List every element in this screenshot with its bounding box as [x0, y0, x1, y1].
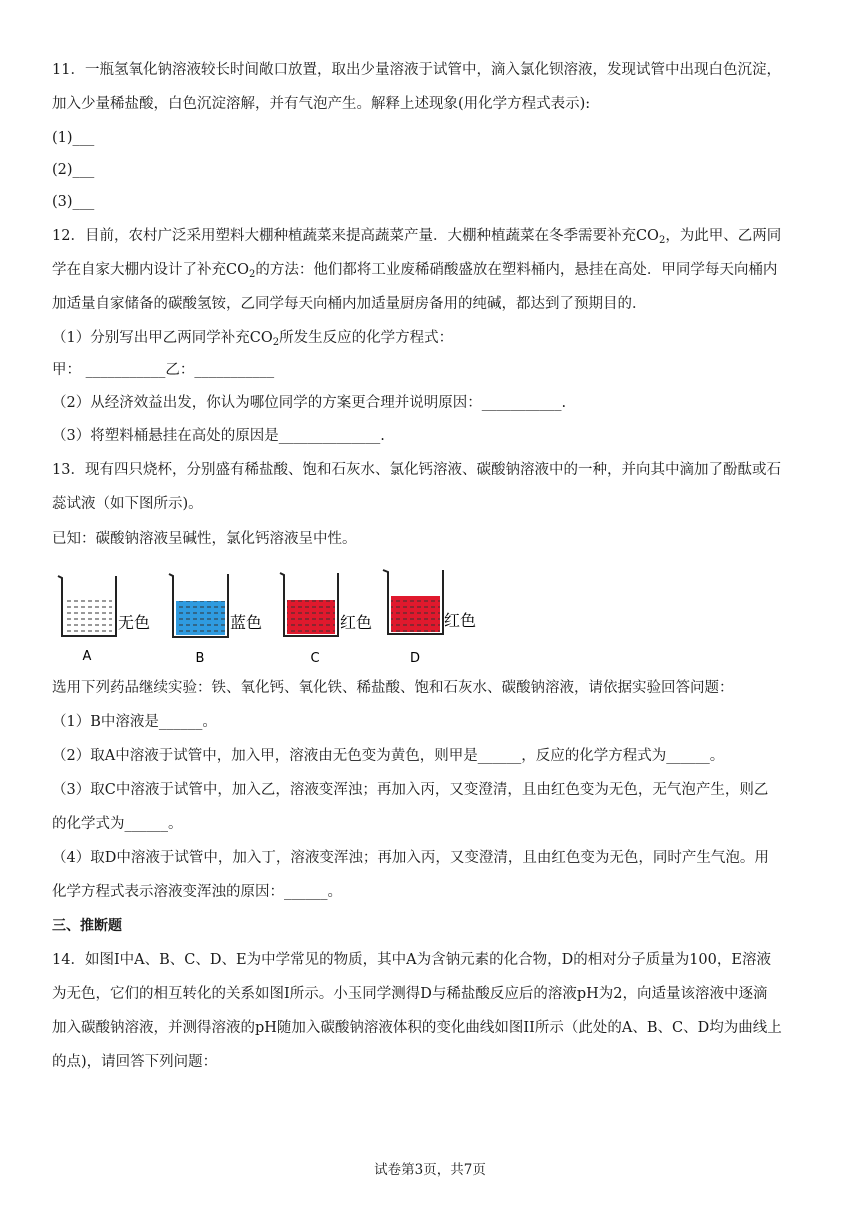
q14-line3: 加入碳酸钠溶液，并测得溶液的pH随加入碳酸钠溶液体积的变化曲线如图II所示（此处的A、B、C、D均为曲线上	[52, 1020, 782, 1036]
q11-answer-2: (2)___	[52, 162, 95, 178]
beaker-b-label: 蓝色	[230, 613, 263, 632]
beaker-figure	[52, 568, 522, 668]
q13-line1: 13．现有四只烧杯，分别盛有稀盐酸、饱和石灰水、氯化钙溶液、碳酸钠溶液中的一种，并向其中滴加了酚酞或石	[52, 462, 781, 478]
q13-part4-line2: 化学方程式表示溶液变浑浊的原因：______。	[52, 884, 342, 900]
beaker-d-letter: D	[409, 651, 421, 666]
q13-part3-line1: （3）取C中溶液于试管中，加入乙，溶液变浑浊；再加入丙，又变澄清，且由红色变为无色，无气泡产生，则乙	[52, 782, 769, 798]
q12-part3: （3）将塑料桶悬挂在高处的原因是______________.	[52, 428, 385, 444]
q12-line3: 加适量自家储备的碳酸氢铵，乙同学每天向桶内加适量厨房备用的纯碱，都达到了预期目的．	[52, 296, 647, 312]
q13-line2: 蕊试液（如下图所示)。	[52, 496, 203, 512]
q12-part2: （2）从经济效益出发，你认为哪位同学的方案更合理并说明原因：___________.	[52, 395, 567, 411]
q11-answer-3: (3)___	[52, 194, 95, 210]
page-footer: 试卷第3页，共7页	[374, 1162, 486, 1178]
beaker-a	[58, 576, 150, 664]
q12-line2: 学在自家大棚内设计了补充$CO_2$的方法：他们都将工业废稀硝酸盛放在塑料桶内，悬挂在高处．甲同学每天向桶内	[52, 262, 778, 280]
q11-line1: 11．一瓶氢氧化钠溶液较长时间敞口放置，取出少量溶液于试管中，滴入氯化钡溶液，发现试管中出现白色沉淀，	[52, 62, 781, 78]
q11-answer-1: (1)___	[52, 130, 95, 146]
beaker-a-letter: A	[82, 649, 92, 664]
q12-part1-answers: 甲： ___________乙：___________	[52, 362, 275, 378]
beaker-d-label: 红色	[444, 611, 477, 630]
section-heading: 三、推断题	[52, 918, 122, 934]
beaker-c-label: 红色	[340, 613, 373, 632]
q11-line2: 加入少量稀盐酸，白色沉淀溶解，并有气泡产生。解释上述现象(用化学方程式表示):	[52, 96, 591, 112]
beaker-b-letter: B	[195, 651, 205, 666]
beaker-a-label: 无色	[118, 613, 151, 632]
q13-select: 选用下列药品继续实验：铁、氧化钙、氧化铁、稀盐酸、饱和石灰水、碳酸钠溶液，请依据实验回答问题：	[52, 680, 734, 696]
q12-part1: （1）分别写出甲乙两同学补充$CO_2$所发生反应的化学方程式：	[52, 330, 454, 348]
beaker-c-letter: C	[310, 651, 320, 666]
q14-line4: 的点)，请回答下列问题：	[52, 1054, 218, 1070]
q14-line1: 14．如图I中A、B、C、D、E为中学常见的物质，其中A为含钠元素的化合物，D的相对分子质量为100，E溶液	[52, 952, 771, 968]
q13-part3-line2: 的化学式为______。	[52, 816, 183, 832]
q13-part4-line1: （4）取D中溶液于试管中，加入丁，溶液变浑浊；再加入丙，又变澄清，且由红色变为无色，同时产生气泡。用	[52, 850, 769, 866]
q13-part1: （1）B中溶液是______。	[52, 714, 217, 730]
q12-line1: 12．目前，农村广泛采用塑料大棚种植蔬菜来提高蔬菜产量．大棚种植蔬菜在冬季需要补充$CO_2$，为此甲、乙两同	[52, 228, 782, 246]
q14-line2: 为无色，它们的相互转化的关系如图I所示。小玉同学测得D与稀盐酸反应后的溶液pH为2，向适量该溶液中逐滴	[52, 986, 768, 1002]
beaker-c	[280, 573, 372, 666]
beaker-b	[169, 574, 262, 666]
q13-known: 已知：碳酸钠溶液呈碱性，氯化钙溶液呈中性。	[52, 531, 357, 547]
q13-part2: （2）取A中溶液于试管中，加入甲，溶液由无色变为黄色，则甲是______，反应的化学方程式为______。	[52, 748, 725, 764]
beaker-d	[383, 570, 476, 666]
